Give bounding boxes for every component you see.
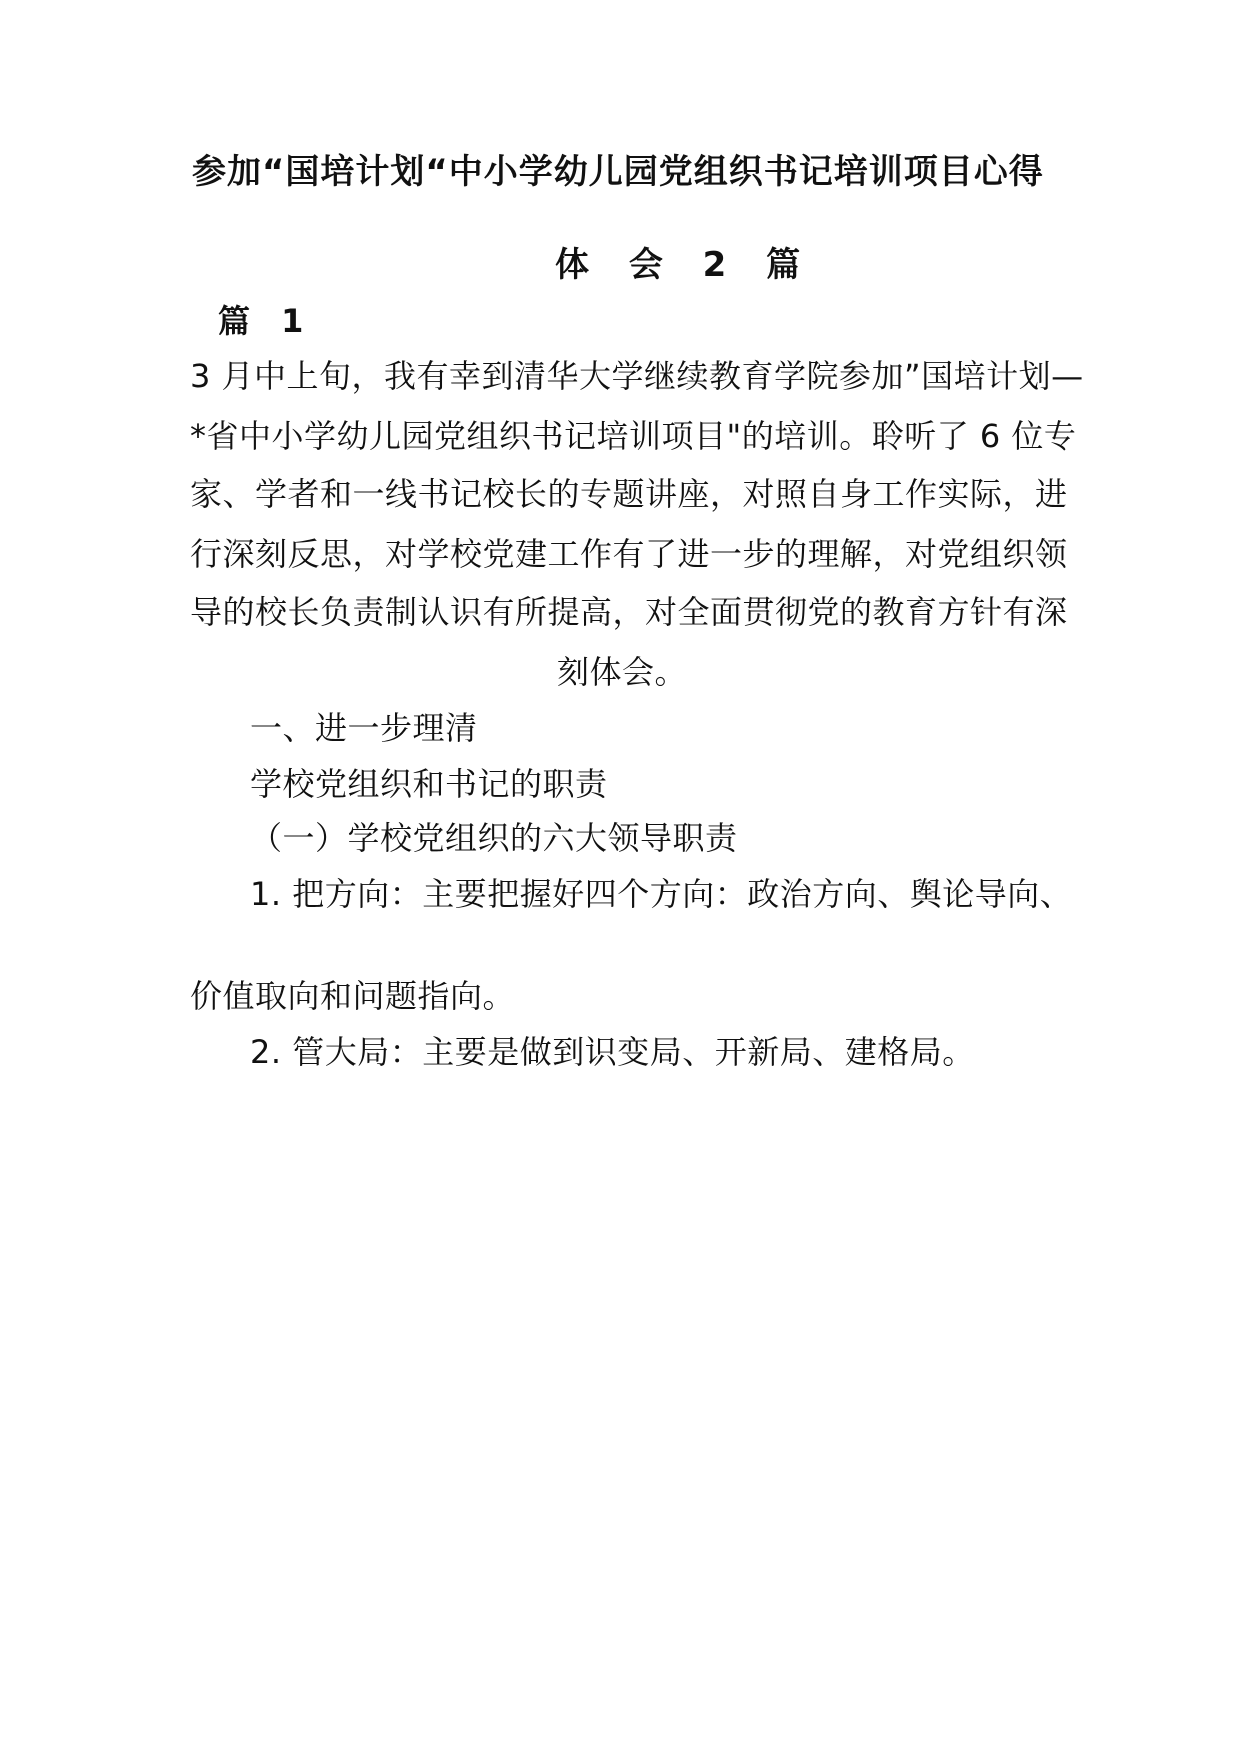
- heading-one-part-b: 学校党组织和书记的职责: [250, 765, 608, 803]
- paragraph-line: 3 月中上旬，我有幸到清华大学继续教育学院参加”国培计划—: [190, 357, 1084, 395]
- subheading-1: （一）学校党组织的六大领导职责: [250, 819, 738, 857]
- paragraph-line: 行深刻反思，对学校党建工作有了进一步的理解，对党组织领: [190, 535, 1068, 573]
- paragraph-line: 家、学者和一线书记校长的专题讲座，对照自身工作实际，进: [190, 475, 1068, 513]
- heading-one-part-a: 一、进一步理清: [250, 709, 478, 747]
- list-item-1-line-1: 1. 把方向：主要把握好四个方向：政治方向、舆论导向、: [250, 875, 1073, 913]
- paragraph-line: 导的校长负责制认识有所提高，对全面贯彻党的教育方针有深: [190, 593, 1068, 631]
- document-title-line-1: 参加“国培计划“中小学幼儿园党组织书记培训项目心得: [192, 152, 1044, 192]
- section-heading: 篇 1: [218, 302, 314, 340]
- document-title-line-2: 体 会 2 篇: [555, 245, 815, 285]
- list-item-2: 2. 管大局：主要是做到识变局、开新局、建格局。: [250, 1033, 975, 1071]
- paragraph-line: *省中小学幼儿园党组织书记培训项目"的培训。聆听了 6 位专: [190, 417, 1077, 455]
- list-item-1-line-2: 价值取向和问题指向。: [190, 977, 516, 1015]
- paragraph-line: 刻体会。: [557, 653, 688, 691]
